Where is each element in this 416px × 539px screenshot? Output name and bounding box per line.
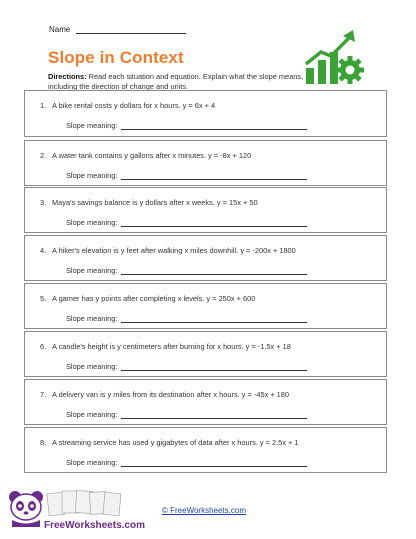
question-text: 7. A delivery van is y miles from its destination after x hours. y = -45x + 180 bbox=[40, 390, 290, 399]
question-box-6 bbox=[24, 331, 387, 377]
slope-meaning-label: Slope meaning: bbox=[66, 171, 118, 180]
footer-brand: FreeWorksheets.com bbox=[44, 520, 145, 531]
question-text: 8. A streaming service has used y gigabytes of data after x hours. y = 2.5x + 1 bbox=[40, 438, 299, 447]
question-box-2 bbox=[24, 140, 387, 186]
answer-line[interactable] bbox=[121, 219, 307, 227]
worksheet-thumbnails bbox=[47, 491, 121, 516]
slope-meaning-label: Slope meaning: bbox=[66, 410, 118, 419]
slope-meaning-row bbox=[66, 171, 307, 180]
question-text: 2. A water tank contains y gallons after x minutes. y = -8x + 120 bbox=[40, 151, 252, 160]
slope-meaning-label: Slope meaning: bbox=[66, 362, 118, 371]
freeworksheets-logo bbox=[6, 487, 146, 535]
slope-meaning-row bbox=[66, 314, 307, 323]
question-text: 6. A candle's height is y centimeters after burning for x hours. y = -1.5x + 18 bbox=[40, 342, 291, 351]
question-box-4 bbox=[24, 235, 387, 281]
slope-meaning-row bbox=[66, 410, 307, 419]
footer-link[interactable]: © FreeWorksheets.com bbox=[162, 506, 246, 515]
directions bbox=[48, 72, 306, 91]
question-box-3 bbox=[24, 187, 387, 233]
directions-label: Directions: bbox=[48, 72, 87, 81]
question-text: 4. A hiker's elevation is y feet after walking x miles downhill. y = -200x + 1800 bbox=[40, 246, 296, 255]
name-row bbox=[49, 25, 186, 34]
answer-line[interactable] bbox=[121, 267, 307, 275]
slope-meaning-label: Slope meaning: bbox=[66, 458, 118, 467]
slope-meaning-label: Slope meaning: bbox=[66, 266, 118, 275]
slope-meaning-row bbox=[66, 458, 307, 467]
page-title: Slope in Context bbox=[48, 48, 184, 67]
question-text: 1. A bike rental costs y dollars for x hours. y = 6x + 4 bbox=[40, 101, 216, 110]
growth-chart-gear-icon bbox=[303, 28, 365, 88]
question-box-8 bbox=[24, 427, 387, 473]
panda-mascot-icon bbox=[9, 491, 43, 527]
slope-meaning-row bbox=[66, 121, 307, 130]
question-box-1 bbox=[24, 90, 387, 137]
slope-meaning-label: Slope meaning: bbox=[66, 218, 118, 227]
slope-meaning-row bbox=[66, 266, 307, 275]
slope-meaning-row bbox=[66, 362, 307, 371]
answer-line[interactable] bbox=[121, 363, 307, 371]
slope-meaning-row bbox=[66, 218, 307, 227]
question-box-7 bbox=[24, 379, 387, 425]
answer-line[interactable] bbox=[121, 122, 307, 130]
question-box-5 bbox=[24, 283, 387, 329]
answer-line[interactable] bbox=[121, 411, 307, 419]
slope-meaning-label: Slope meaning: bbox=[66, 314, 118, 323]
answer-line[interactable] bbox=[121, 172, 307, 180]
slope-meaning-label: Slope meaning: bbox=[66, 121, 118, 130]
answer-line[interactable] bbox=[121, 315, 307, 323]
answer-line[interactable] bbox=[121, 459, 307, 467]
name-label: Name bbox=[49, 25, 71, 34]
question-text: 3. Maya's savings balance is y dollars after x weeks. y = 15x + 50 bbox=[40, 198, 258, 207]
question-text: 5. A gamer has y points after completing x levels. y = 250x + 600 bbox=[40, 294, 256, 303]
name-field[interactable] bbox=[76, 26, 186, 34]
directions-text: Read each situation and equation. Explain what the slope means, including the direction of change and units. bbox=[48, 72, 304, 91]
